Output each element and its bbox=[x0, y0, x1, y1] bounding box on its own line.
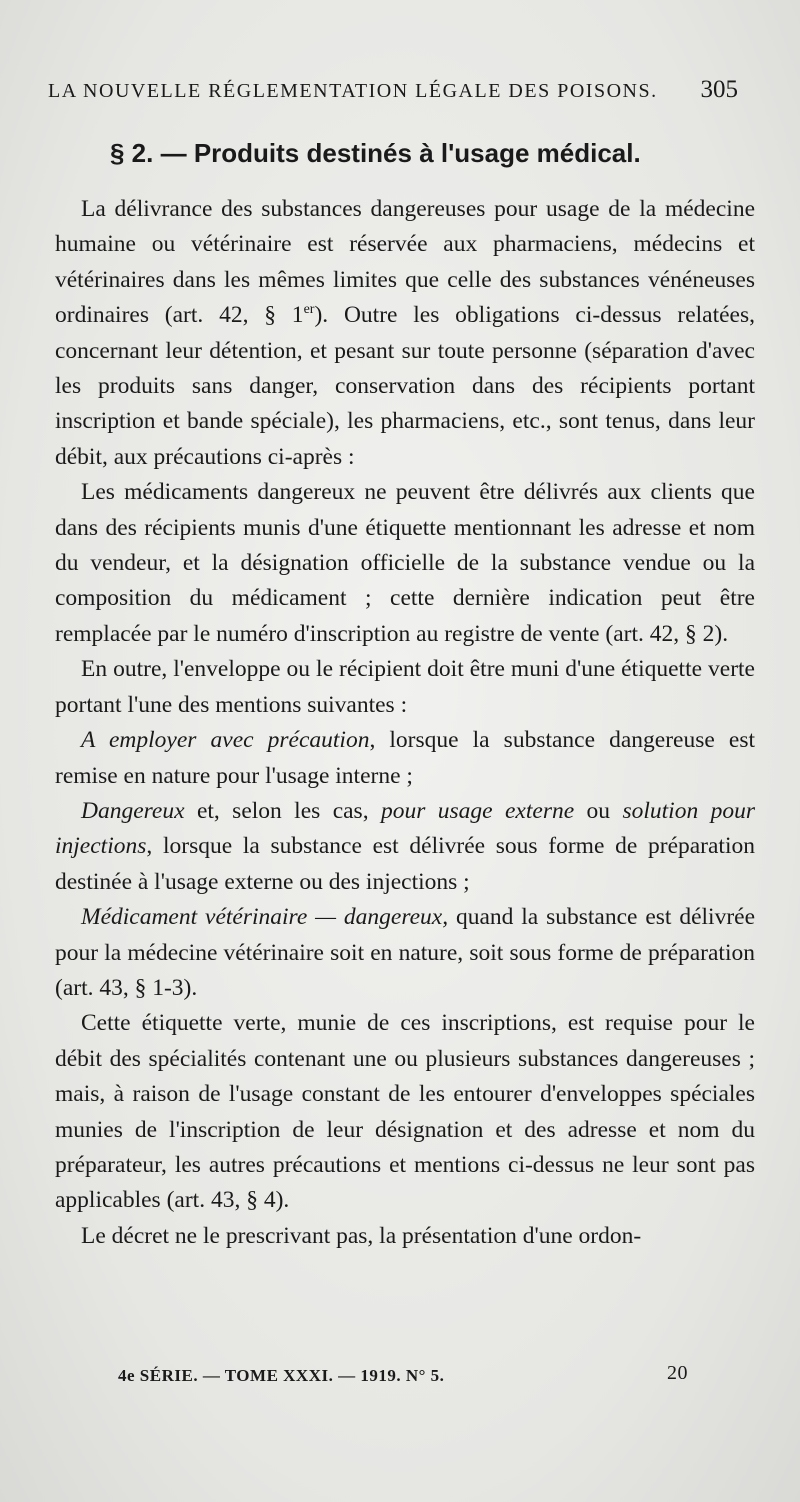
paragraph: En outre, l'enveloppe ou le récipient doit être muni d'une étiquette verte portant l'une des mentions suivantes : bbox=[55, 656, 755, 718]
body-text bbox=[55, 192, 755, 1254]
printer-signature: 4e SÉRIE. — TOME XXXI. — 1919. N° 5. bbox=[118, 1366, 445, 1385]
page-number: 305 bbox=[700, 76, 738, 103]
paragraph: Cette étiquette verte, munie de ces inscriptions, est requise pour le débit des spécialités contenant une ou plusieurs substances dangereuses ; mais, à raison de l'usage constant de les entourer d'enveloppes spéciales munies de l'inscription de leur désignation et des adresse et nom du préparateur, les autres précautions et mentions ci-dessus ne leur sont pas applicables (art. 43, § 4). bbox=[55, 1010, 755, 1214]
running-header bbox=[48, 72, 738, 112]
paragraph: Dangereux et, selon les cas, pour usage externe ou solution pour injections, lorsque la substance est délivrée sous forme de préparation destinée à l'usage externe ou des injections ; bbox=[55, 797, 755, 895]
page-footer bbox=[118, 1362, 688, 1392]
paragraph: Le décret ne le prescrivant pas, la présentation d'une ordon- bbox=[81, 1222, 642, 1249]
sheet-number: 20 bbox=[667, 1362, 688, 1384]
section-heading: § 2. — Produits destinés à l'usage médical. bbox=[110, 138, 641, 168]
paragraph: Médicament vétérinaire — dangereux, quand la substance est délivrée pour la médecine vétérinaire soit en nature, soit sous forme de préparation (art. 43, § 1-3). bbox=[55, 904, 755, 1001]
paragraph: La délivrance des substances dangereuses pour usage de la médecine humaine ou vétérinaire est réservée aux pharmaciens, médecins et vétérinaires dans les mêmes limites que celle des substances vénéneuses ordinaires (art. 42, § 1er). Outre les obligations ci-dessus relatées, concernant leur détention, et pesant sur toute personne (séparation d'avec les produits sans danger, conservation dans des récipients portant inscription et bande spéciale), les pharmaciens, etc., sont tenus, dans leur débit, aux précautions ci-après : bbox=[55, 196, 756, 470]
paragraph: A employer avec précaution, lorsque la substance dangereuse est remise en nature pour l'usage interne ; bbox=[55, 727, 755, 789]
running-title: LA NOUVELLE RÉGLEMENTATION LÉGALE DES POISONS. bbox=[48, 80, 658, 102]
paragraph: Les médicaments dangereux ne peuvent être délivrés aux clients que dans des récipients munis d'une étiquette mentionnant les adresse et nom du vendeur, et la désignation officielle de la substance vendue ou la composition du médicament ; cette dernière indication peut être remplacée par le numéro d'inscription au registre de vente (art. 42, § 2). bbox=[55, 479, 755, 647]
